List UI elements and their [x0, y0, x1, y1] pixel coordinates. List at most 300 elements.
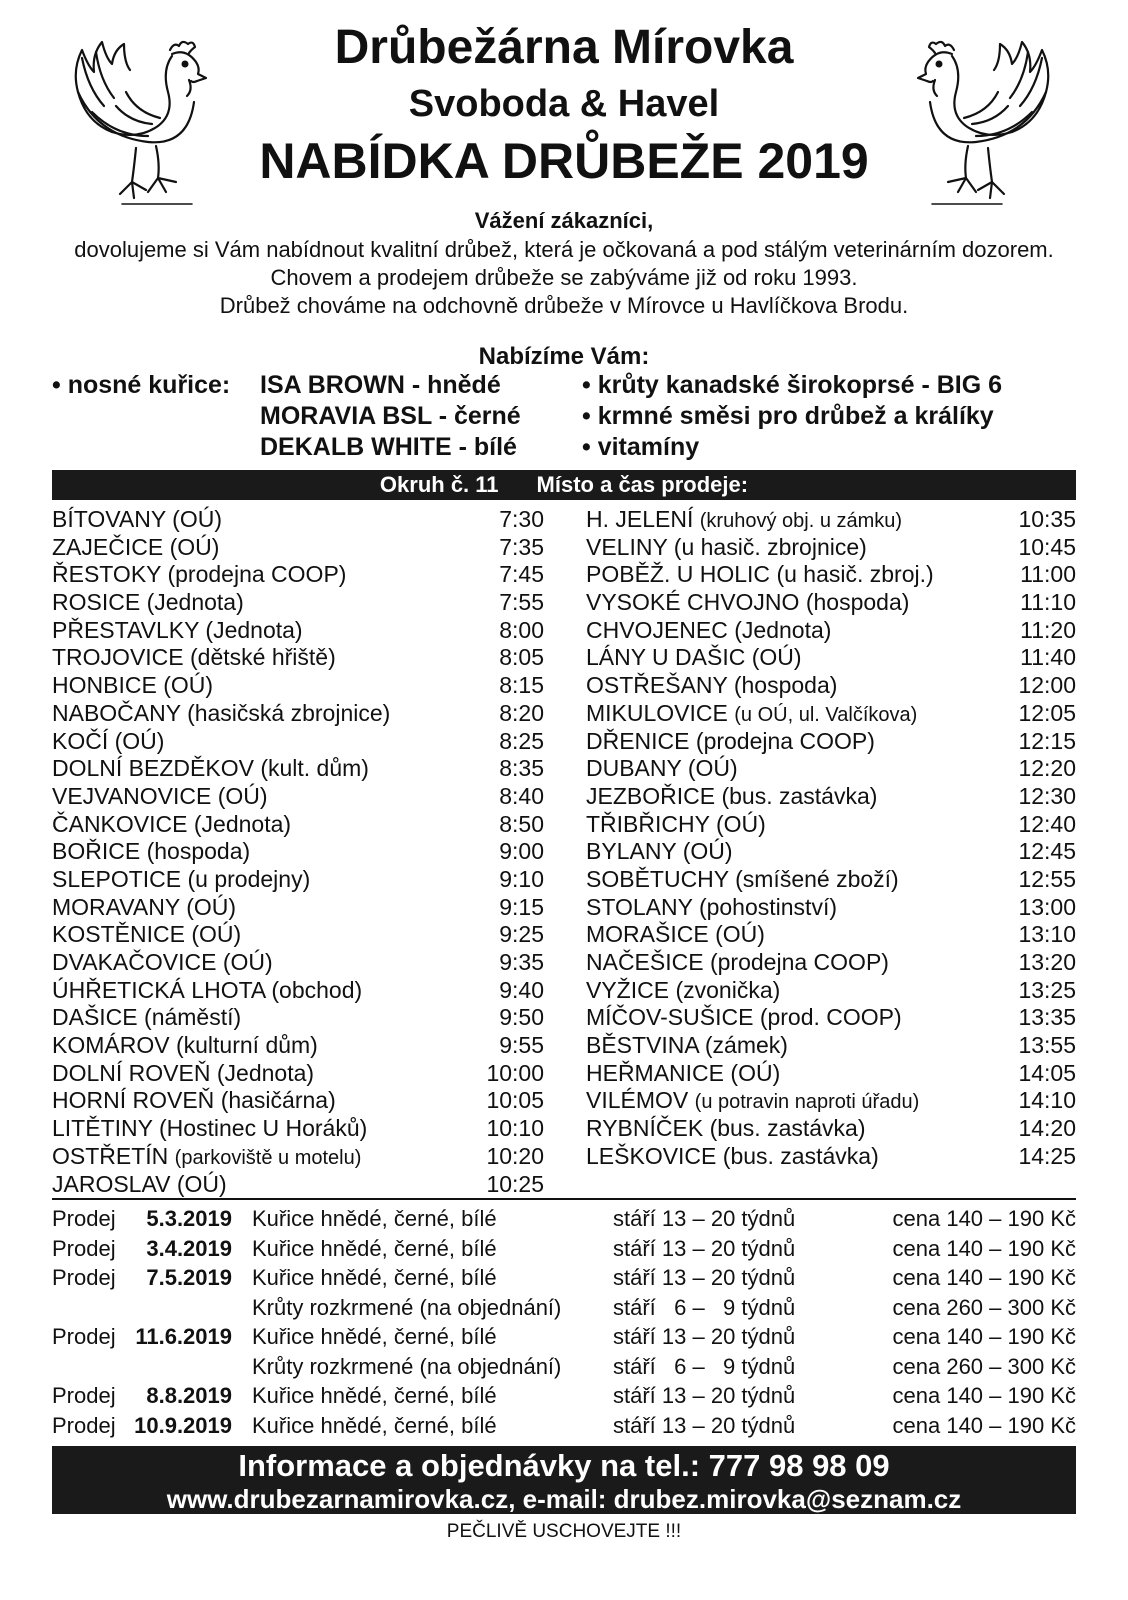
place-note: (hospoda)	[146, 838, 251, 865]
sale-label: Prodej	[52, 1324, 116, 1349]
sale-age: stáří 6 – 9 týdnů	[613, 1353, 796, 1379]
schedule-time: 12:45	[1018, 838, 1076, 865]
schedule-time: 9:25	[499, 921, 544, 948]
schedule-place	[586, 949, 889, 977]
greeting: Vážení zákazníci,	[474, 208, 654, 233]
schedule-time: 9:55	[499, 1032, 544, 1059]
schedule-place	[52, 561, 346, 589]
intro-text	[0, 236, 1128, 320]
sale-price: cena 140 – 190 Kč	[892, 1206, 1076, 1231]
schedule-place	[586, 1004, 902, 1032]
sale-label: Prodej	[52, 1265, 116, 1290]
place-note: (OÚ)	[186, 893, 237, 920]
place-note: (smíšené zboží)	[735, 865, 899, 892]
sale-date: 3.4.2019	[146, 1235, 232, 1261]
divider	[52, 1198, 1076, 1200]
schedule-place	[586, 617, 831, 645]
offer-item: DEKALB WHITE - bílé	[260, 433, 517, 461]
schedule-place	[52, 783, 268, 811]
schedule-time: 14:05	[1018, 1059, 1076, 1086]
sale-row	[52, 1204, 1076, 1234]
place-name: HORNÍ ROVEŇ	[52, 1087, 215, 1114]
place-note: (OÚ)	[751, 644, 802, 671]
place-name: PŘESTAVLKY	[52, 616, 200, 643]
company-name: Drůbežárna Mírovka	[334, 21, 794, 74]
sale-product: Kuřice hnědé, černé, bílé	[252, 1324, 497, 1349]
sale-price: cena 140 – 190 Kč	[892, 1412, 1076, 1438]
schedule-row	[586, 672, 1076, 700]
place-note: (OÚ)	[169, 533, 220, 560]
schedule-row	[52, 1171, 544, 1199]
place-name: SOBĚTUCHY	[586, 865, 729, 892]
place-note: (hasičská zbrojnice)	[187, 699, 391, 726]
sale-price: cena 140 – 190 Kč	[892, 1265, 1076, 1290]
page-headline: NABÍDKA DRŮBEŽE 2019	[259, 133, 869, 189]
place-name: DŘENICE	[586, 727, 690, 754]
schedule-row	[586, 589, 1076, 617]
schedule-row	[52, 1115, 544, 1143]
schedule-row	[586, 1115, 1076, 1143]
sale-date: 8.8.2019	[146, 1383, 232, 1408]
schedule-row	[52, 700, 544, 728]
schedule-time: 9:15	[499, 893, 544, 920]
contact-bar	[52, 1446, 1076, 1514]
place-note: (kulturní dům)	[175, 1032, 318, 1059]
place-name: KOMÁROV	[52, 1032, 170, 1059]
sale-product: Kuřice hnědé, černé, bílé	[252, 1383, 497, 1408]
place-note: (OÚ)	[217, 782, 268, 809]
schedule-row	[52, 1004, 544, 1032]
route-heading: Místo a čas prodeje:	[536, 472, 749, 497]
place-note: (OÚ)	[191, 921, 242, 948]
schedule-row	[52, 866, 544, 894]
place-note: (pohostinství)	[698, 893, 837, 920]
schedule-place	[52, 811, 291, 839]
place-note: (OÚ)	[222, 949, 273, 975]
schedule-row	[586, 700, 1076, 728]
schedule-time: 12:40	[1018, 810, 1076, 837]
schedule-time: 10:25	[486, 1170, 544, 1197]
place-name: VYŽICE	[586, 976, 670, 1003]
place-name: ČANKOVICE	[52, 810, 188, 837]
sale-row	[52, 1234, 1076, 1264]
place-note: (OÚ)	[114, 727, 165, 754]
schedule-time: 13:25	[1018, 976, 1076, 1003]
place-note: (obchod)	[271, 976, 363, 1003]
schedule-place	[586, 866, 899, 894]
schedule-place	[52, 755, 369, 783]
place-name: BĚSTVINA	[586, 1032, 699, 1059]
place-note: (OÚ)	[715, 810, 766, 837]
schedule-time: 9:50	[499, 1004, 544, 1031]
schedule-row	[52, 1143, 544, 1171]
place-name: TROJOVICE	[52, 644, 184, 671]
sale-product: Krůty rozkrmené (na objednání)	[252, 1353, 562, 1379]
schedule-row	[586, 561, 1076, 589]
schedule-row	[52, 838, 544, 866]
sale-row	[52, 1293, 1076, 1323]
place-note: (u hasič. zbroj.)	[776, 561, 934, 588]
place-note: (hasičárna)	[220, 1087, 336, 1114]
schedule-row	[52, 949, 544, 977]
schedule-place	[52, 1171, 227, 1199]
sale-price: cena 140 – 190 Kč	[892, 1324, 1076, 1349]
sale-product: Krůty rozkrmené (na objednání)	[252, 1294, 562, 1320]
schedule-row	[586, 728, 1076, 756]
sale-date: 11.6.2019	[135, 1324, 232, 1349]
place-note: (Jednota)	[146, 589, 244, 616]
schedule-time: 12:20	[1018, 755, 1076, 782]
place-note: (OÚ)	[687, 755, 738, 782]
schedule-row	[586, 617, 1076, 645]
schedule-time: 14:25	[1018, 1142, 1076, 1169]
place-note: (Hostinec U Horáků)	[158, 1115, 368, 1142]
schedule-place	[52, 534, 219, 562]
schedule-time: 8:40	[499, 782, 544, 809]
sale-price: cena 140 – 190 Kč	[892, 1383, 1076, 1408]
place-name: MORAVANY	[52, 893, 180, 920]
place-note: (OÚ)	[163, 672, 214, 699]
schedule-place	[52, 894, 236, 922]
schedule-place	[586, 1032, 788, 1060]
schedule-row	[52, 644, 544, 672]
sale-age: stáří 13 – 20 týdnů	[613, 1383, 796, 1408]
place-note: (bus. zastávka)	[722, 1142, 879, 1169]
schedule-right	[586, 506, 1076, 1171]
schedule-place	[586, 644, 802, 672]
schedule-time: 14:20	[1018, 1115, 1076, 1142]
schedule-time: 7:55	[499, 589, 544, 616]
place-name: DOLNÍ ROVEŇ	[52, 1059, 211, 1086]
place-note: (OÚ)	[682, 838, 733, 865]
schedule-row	[52, 534, 544, 562]
place-name: LITĚTINY	[52, 1115, 153, 1142]
place-note: (parkoviště u motelu)	[174, 1146, 362, 1169]
schedule-row	[52, 617, 544, 645]
schedule-time: 10:35	[1018, 506, 1076, 532]
phone-line: Informace a objednávky na tel.: 777 98 98 09	[238, 1448, 890, 1483]
place-note: (u hasič. zbrojnice)	[673, 533, 867, 560]
place-name: ZAJEČICE	[52, 533, 164, 560]
place-note: (OÚ)	[715, 921, 765, 948]
sale-product: Kuřice hnědé, černé, bílé	[252, 1265, 497, 1290]
schedule-row	[52, 921, 544, 949]
schedule-place	[586, 1115, 866, 1143]
place-name: TŘIBŘICHY	[586, 810, 710, 837]
sale-row	[52, 1263, 1076, 1293]
schedule-place	[52, 589, 244, 617]
schedule-row	[586, 1004, 1076, 1032]
offer-other	[582, 370, 1002, 463]
schedule-row	[52, 811, 544, 839]
schedule-time: 9:10	[499, 865, 544, 892]
schedule-row	[586, 506, 1076, 534]
schedule-place	[586, 1060, 780, 1088]
schedule-row	[52, 1087, 544, 1115]
schedule-time: 12:30	[1018, 782, 1076, 809]
sale-age: stáří 6 – 9 týdnů	[613, 1294, 796, 1320]
schedule-place	[52, 644, 336, 672]
schedule-time: 10:45	[1018, 533, 1076, 560]
schedule-place	[52, 1115, 367, 1143]
offer-item: ISA BROWN - hnědé	[260, 371, 501, 399]
place-note: (u potravin naproti úřadu)	[694, 1091, 920, 1114]
schedule-place	[52, 1087, 336, 1115]
place-note: (Jednota)	[193, 810, 292, 837]
place-name: JEZBOŘICE	[586, 782, 716, 809]
web-email-line: www.drubezarnamirovka.cz, e-mail: drubez.mirovka@seznam.cz	[166, 1484, 962, 1514]
place-name: KOČÍ	[52, 727, 109, 754]
place-name: RYBNÍČEK	[586, 1115, 704, 1142]
place-note: (prod. COOP)	[759, 1004, 902, 1031]
schedule-place	[52, 700, 390, 728]
sale-date: 7.5.2019	[146, 1265, 232, 1290]
place-name: NAČEŠICE	[586, 949, 704, 975]
schedule-place	[586, 1087, 919, 1115]
place-note: (dětské hřiště)	[190, 644, 336, 671]
schedule-place	[52, 921, 241, 949]
place-name: JAROSLAV	[52, 1170, 171, 1197]
schedule-time: 13:55	[1018, 1032, 1076, 1059]
sale-date: 5.3.2019	[146, 1206, 232, 1231]
schedule-row	[52, 783, 544, 811]
schedule-time: 11:40	[1020, 644, 1076, 671]
sale-row	[52, 1322, 1076, 1352]
place-note: (zvonička)	[675, 976, 781, 1003]
sale-row	[52, 1352, 1076, 1382]
place-name: MÍČOV-SUŠICE	[586, 1004, 754, 1031]
schedule-row	[52, 506, 544, 534]
sale-age: stáří 13 – 20 týdnů	[613, 1265, 796, 1290]
place-note: (prodejna COOP)	[709, 949, 889, 975]
schedule-time: 12:05	[1018, 699, 1076, 726]
schedule-row	[52, 1032, 544, 1060]
schedule-place	[586, 894, 837, 922]
place-note: (Jednota)	[216, 1059, 315, 1086]
sale-row	[52, 1411, 1076, 1441]
route-bar	[52, 470, 1076, 500]
sale-date: 10.9.2019	[134, 1412, 232, 1438]
schedule-time: 9:00	[499, 838, 544, 865]
schedule-row	[586, 949, 1076, 977]
schedule-place	[52, 506, 222, 534]
schedule-row	[52, 589, 544, 617]
schedule-time: 14:10	[1018, 1087, 1076, 1114]
schedule-row	[586, 977, 1076, 1005]
intro-line: dovolujeme si Vám nabídnout kvalitní drůbež, která je očkovaná a pod stálým veterinárním dozorem.	[74, 237, 1054, 262]
schedule-time: 10:20	[486, 1142, 544, 1169]
schedule-row	[52, 894, 544, 922]
schedule-row	[586, 1060, 1076, 1088]
schedule-time: 10:00	[486, 1059, 544, 1086]
place-name: H. JELENÍ	[586, 506, 694, 532]
place-note: (prodejna COOP)	[695, 727, 875, 754]
place-name: VILÉMOV	[586, 1087, 689, 1114]
schedule-place	[52, 1004, 241, 1032]
offer-item: MORAVIA BSL - černé	[260, 402, 521, 430]
place-note: (hospoda)	[733, 672, 838, 699]
schedule-time: 13:20	[1018, 949, 1076, 975]
place-note: (OÚ)	[172, 506, 222, 532]
schedule-place	[586, 561, 934, 589]
schedule-row	[586, 755, 1076, 783]
schedule-row	[586, 644, 1076, 672]
place-name: ROSICE	[52, 589, 141, 616]
schedule-row	[586, 866, 1076, 894]
sale-age: stáří 13 – 20 týdnů	[613, 1412, 796, 1438]
place-name: BÍTOVANY	[52, 506, 166, 532]
sale-label: Prodej	[52, 1412, 116, 1438]
schedule-place	[586, 506, 902, 534]
schedule-row	[52, 561, 544, 589]
schedule-time: 13:10	[1018, 921, 1076, 948]
sale-product: Kuřice hnědé, černé, bílé	[252, 1206, 497, 1231]
sale-age: stáří 13 – 20 týdnů	[613, 1324, 796, 1349]
place-note: (hospoda)	[805, 589, 910, 616]
schedule-time: 12:15	[1018, 727, 1076, 754]
place-note: (u OÚ, ul. Valčíkova)	[734, 703, 918, 726]
offer-hens-label: • nosné kuřice:	[52, 371, 231, 399]
schedule-place	[52, 1060, 314, 1088]
schedule-place	[586, 728, 875, 756]
schedule-place	[586, 589, 909, 617]
schedule-row	[52, 977, 544, 1005]
schedule-place	[586, 838, 733, 866]
schedule-place	[586, 672, 837, 700]
place-name: DVAKAČOVICE	[52, 949, 217, 975]
offer-heading: Nabízíme Vám:	[478, 343, 650, 370]
place-name: ÚHŘETICKÁ LHOTA	[52, 976, 265, 1003]
offer-hens	[52, 370, 521, 463]
sales-table	[52, 1204, 1076, 1440]
schedule-time: 9:40	[499, 976, 544, 1003]
schedule-place	[52, 728, 164, 756]
schedule-left	[52, 506, 544, 1198]
schedule-row	[52, 672, 544, 700]
sale-label: Prodej	[52, 1383, 116, 1408]
place-name: STOLANY	[586, 893, 693, 920]
place-name: CHVOJENEC	[586, 616, 728, 643]
place-note: (Jednota)	[205, 616, 303, 643]
schedule-row	[52, 728, 544, 756]
sale-age: stáří 13 – 20 týdnů	[613, 1206, 796, 1231]
sale-price: cena 260 – 300 Kč	[892, 1353, 1076, 1379]
route-label: Okruh č. 11	[379, 472, 499, 497]
sale-product: Kuřice hnědé, černé, bílé	[252, 1235, 497, 1261]
place-name: OSTŘETÍN	[52, 1142, 169, 1169]
schedule-place	[52, 949, 273, 977]
place-name: DUBANY	[586, 755, 682, 782]
schedule-time: 8:20	[499, 699, 544, 726]
schedule-row	[586, 1032, 1076, 1060]
place-name: BOŘICE	[52, 838, 141, 865]
place-note: (OÚ)	[730, 1059, 781, 1086]
schedule-time: 8:25	[499, 727, 544, 754]
place-name: LEŠKOVICE	[586, 1142, 717, 1169]
sale-label: Prodej	[52, 1235, 116, 1261]
place-name: MIKULOVICE	[586, 699, 728, 726]
schedule-place	[52, 866, 310, 894]
offer-item: • vitamíny	[582, 433, 700, 461]
place-name: VELINY	[586, 533, 668, 560]
place-name: LÁNY U DAŠIC	[586, 644, 746, 671]
schedule-place	[52, 977, 362, 1005]
place-note: (u prodejny)	[187, 865, 311, 892]
sale-price: cena 140 – 190 Kč	[892, 1235, 1076, 1261]
schedule-row	[586, 1087, 1076, 1115]
place-name: VYSOKÉ CHVOJNO	[586, 589, 800, 616]
place-name: DAŠICE	[52, 1004, 138, 1031]
schedule-place	[586, 921, 765, 949]
schedule-row	[586, 811, 1076, 839]
schedule-time: 12:55	[1018, 865, 1076, 892]
place-note: (bus. zastávka)	[721, 782, 878, 809]
place-name: BYLANY	[586, 838, 677, 865]
place-name: MORAŠICE	[586, 921, 709, 948]
schedule-place	[52, 838, 250, 866]
schedule-place	[52, 617, 303, 645]
keep-note: PEČLIVĚ USCHOVEJTE !!!	[446, 1521, 682, 1542]
schedule-time: 8:00	[499, 616, 544, 643]
place-name: VEJVANOVICE	[52, 782, 212, 809]
schedule-place	[52, 672, 213, 700]
schedule-place	[586, 977, 780, 1005]
schedule-place	[586, 783, 877, 811]
intro-line: Drůbež chováme na odchovně drůbeže v Mírovce u Havlíčkova Brodu.	[219, 293, 909, 318]
schedule-place	[586, 534, 867, 562]
sale-age: stáří 13 – 20 týdnů	[613, 1235, 796, 1261]
schedule-time: 11:10	[1020, 589, 1076, 616]
schedule-place	[586, 755, 738, 783]
company-owners: Svoboda & Havel	[408, 83, 720, 125]
schedule-time: 11:00	[1020, 561, 1076, 588]
place-note: (Jednota)	[734, 616, 832, 643]
schedule-time: 8:50	[499, 810, 544, 837]
schedule-row	[586, 534, 1076, 562]
schedule-time: 7:45	[499, 561, 544, 588]
schedule-time: 12:00	[1018, 672, 1076, 699]
schedule-place	[586, 1143, 879, 1171]
schedule-row	[586, 838, 1076, 866]
sale-row	[52, 1381, 1076, 1411]
place-name: HONBICE	[52, 672, 157, 699]
place-note: (kruhový obj. u zámku)	[699, 510, 903, 532]
schedule-place	[52, 1143, 361, 1171]
schedule-time: 7:30	[499, 506, 544, 532]
schedule-row	[586, 894, 1076, 922]
schedule-time: 9:35	[499, 949, 544, 975]
schedule-time: 13:35	[1018, 1004, 1076, 1031]
schedule-place	[52, 1032, 318, 1060]
place-name: DOLNÍ BEZDĚKOV	[52, 755, 254, 782]
place-note: (OÚ)	[176, 1170, 227, 1197]
place-note: (bus. zastávka)	[709, 1115, 866, 1142]
place-note: (zámek)	[704, 1032, 788, 1059]
sale-label: Prodej	[52, 1206, 116, 1231]
offer-item: • krmné směsi pro drůbež a králíky	[582, 402, 994, 430]
place-name: POBĚŽ. U HOLIC	[586, 561, 771, 588]
schedule-time: 7:35	[499, 533, 544, 560]
schedule-place	[586, 700, 917, 728]
place-name: NABOČANY	[52, 699, 181, 726]
schedule-row	[52, 755, 544, 783]
schedule-time: 8:15	[499, 672, 544, 699]
schedule-time: 10:05	[486, 1087, 544, 1114]
schedule-time: 8:05	[499, 644, 544, 671]
place-name: ŘESTOKY	[52, 561, 162, 588]
schedule-time: 11:20	[1020, 616, 1076, 643]
place-note: (kult. dům)	[260, 755, 369, 782]
